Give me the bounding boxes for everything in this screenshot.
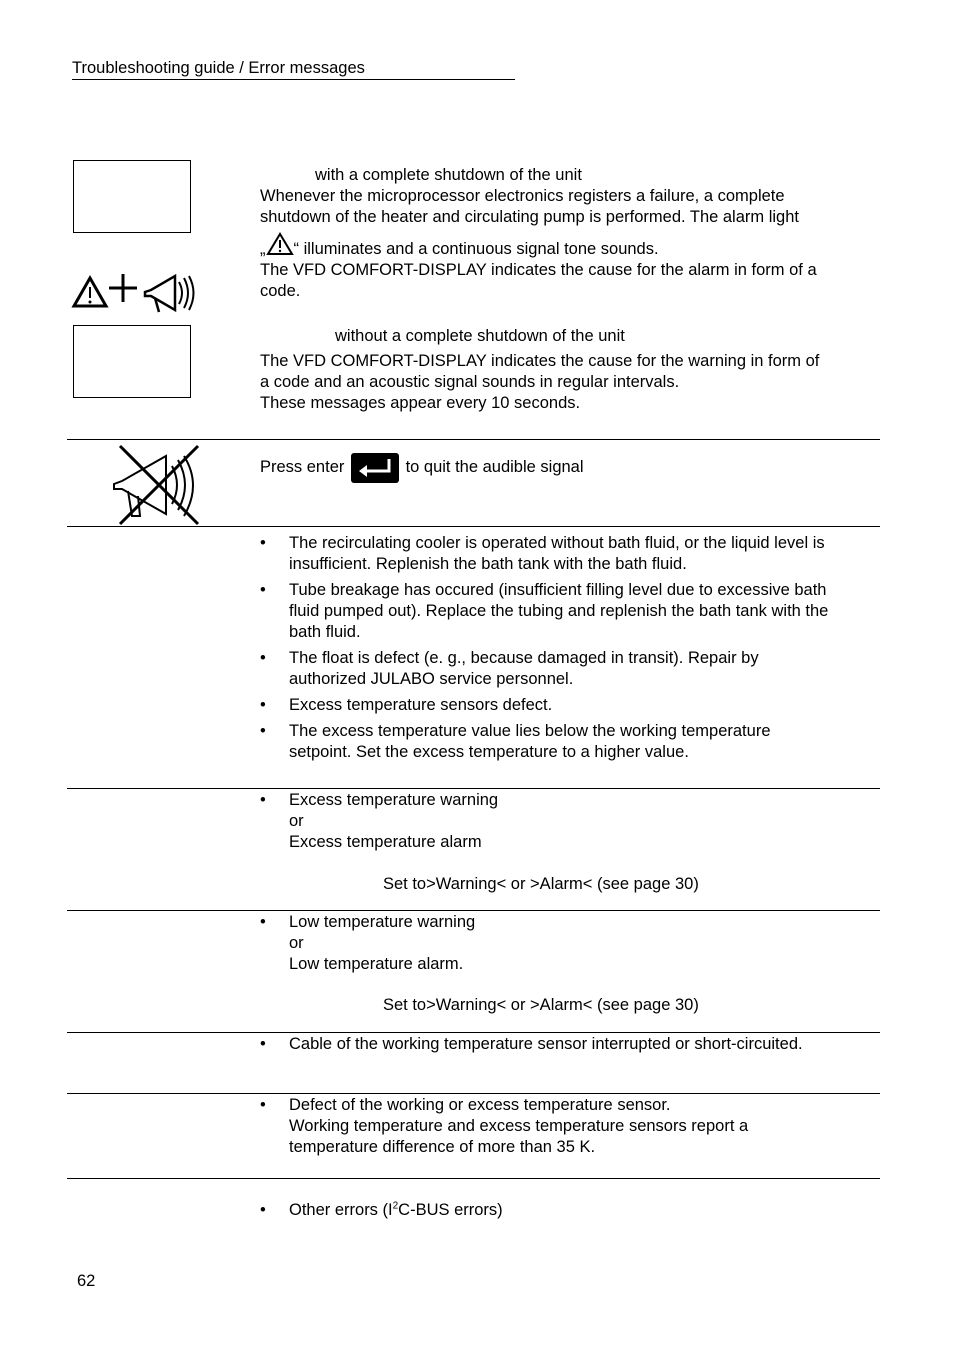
set-note: Set to>Warning< or >Alarm< (see page 30) [383,996,699,1014]
alarm-description [260,186,817,302]
quit-suffix: to quit the audible signal [405,458,584,476]
list-item: • Other errors ($I^2C$-BUS errors) [260,1200,875,1221]
alarm-display-box [73,160,191,233]
alarm-heading: with a complete shutdown of the unit [315,166,582,184]
cause-list-4 [260,1034,875,1060]
divider [67,1178,880,1179]
cause-list-2 [260,790,875,858]
page-header [72,59,515,80]
list-item: • Cable of the working temperature sensor interrupted or short-circuited. [260,1034,875,1055]
divider [67,788,880,789]
list-item: • The float is defect (e. g., because damaged in transit). Repair by authorized JULABO service personnel. [260,648,875,690]
warning-heading: without a complete shutdown of the unit [335,327,625,345]
list-item: • Excess temperature warning or Excess temperature alarm [260,790,875,853]
page-number: 62 [77,1272,96,1290]
alarm-light-warning-icon [266,232,294,256]
divider [67,526,880,527]
list-item: • Defect of the working or excess temperature sensor. Working temperature and excess temperature sensors report a temperature difference of more than 35 K. [260,1095,875,1158]
set-note: Set to>Warning< or >Alarm< (see page 30) [383,875,699,893]
warning-description [260,351,819,414]
warning-display-box [73,325,191,398]
divider [67,1032,880,1033]
alarm-light-text: “ illuminates and a continuous signal tone sounds. [293,240,659,258]
list-item: • Excess temperature sensors defect. [260,695,875,716]
list-item: • Tube breakage has occured (insufficient filling level due to excessive bath fluid pumped out). Replace the tubing and replenish the bath tank with the bath fluid. [260,580,875,643]
warning-line: a code and an acoustic signal sounds in regular intervals. [260,373,680,391]
warning-triangle-plus-horn-icon [71,268,201,323]
warning-line: The VFD COMFORT-DISPLAY indicates the cause for the warning in form of [260,352,820,370]
cause-list-3 [260,912,875,980]
divider [67,910,880,911]
divider [67,439,880,440]
crossed-out-horn-icon [108,444,210,531]
cause-list-1 [260,533,875,768]
alarm-line: Whenever the microprocessor electronics registers a failure, a complete [260,187,785,205]
alarm-line: shutdown of the heater and circulating pump is performed. The alarm light [260,208,799,226]
quit-signal-instruction [260,447,584,487]
alarm-light-line [260,232,817,260]
alarm-line: The VFD COMFORT-DISPLAY indicates the cause for the alarm in form of a [260,261,817,279]
divider [67,1093,880,1094]
open-quote: „ [260,240,266,258]
quit-prefix: Press enter [260,458,345,476]
list-item: • The excess temperature value lies below the working temperature setpoint. Set the excess temperature to a higher value. [260,721,875,763]
cause-list-5 [260,1095,875,1163]
header-title: Troubleshooting guide / Error messages [72,59,365,77]
list-item: • The recirculating cooler is operated without bath fluid, or the liquid level is insufficient. Replenish the bath tank with the bath fluid. [260,533,875,575]
list-item: • Low temperature warning or Low temperature alarm. [260,912,875,975]
warning-line: These messages appear every 10 seconds. [260,394,581,412]
alarm-line: code. [260,282,301,300]
cause-list-6 [260,1200,875,1226]
enter-key-icon[interactable] [351,453,399,483]
